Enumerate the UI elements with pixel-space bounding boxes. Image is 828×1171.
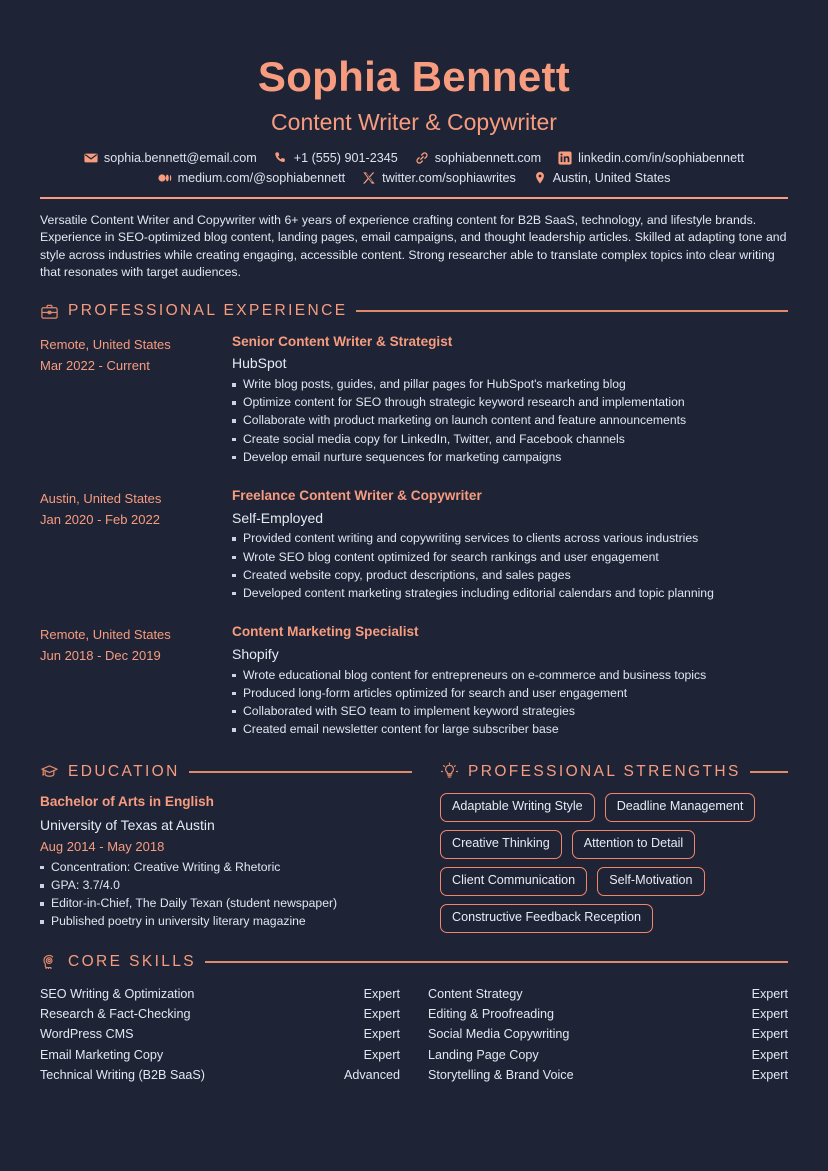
skill-level: Expert bbox=[363, 1047, 400, 1062]
experience-company: HubSpot bbox=[232, 355, 287, 372]
experience-section-title: PROFESSIONAL EXPERIENCE bbox=[68, 302, 348, 319]
experience-body bbox=[232, 333, 788, 468]
strength-tag: Self-Motivation bbox=[597, 867, 704, 896]
education-item bbox=[40, 793, 412, 930]
experience-list bbox=[40, 333, 788, 741]
x-twitter-icon bbox=[362, 171, 376, 185]
linkedin-icon bbox=[558, 151, 572, 165]
experience-meta bbox=[40, 487, 232, 604]
strength-tag: Creative Thinking bbox=[440, 830, 562, 859]
section-education bbox=[40, 762, 412, 932]
strengths-section-header bbox=[440, 762, 788, 781]
section-professional-experience bbox=[40, 302, 788, 741]
bullet: Wrote SEO blog content optimized for search rankings and user engagement bbox=[232, 550, 788, 566]
skill-level: Expert bbox=[751, 1027, 788, 1042]
contact-row-1 bbox=[40, 151, 788, 165]
contact-row-2 bbox=[40, 171, 788, 185]
skills-column-left bbox=[40, 984, 400, 1086]
skill-level: Expert bbox=[751, 986, 788, 1001]
contact-location bbox=[533, 171, 671, 185]
skill-row bbox=[428, 1004, 788, 1024]
bullet: Provided content writing and copywriting services to clients across various industries bbox=[232, 531, 788, 547]
skill-level: Expert bbox=[751, 1006, 788, 1021]
education-section-header bbox=[40, 762, 412, 781]
experience-body bbox=[232, 487, 788, 604]
education-section-title: EDUCATION bbox=[68, 762, 180, 780]
contact-twitter-text: twitter.com/sophiawrites bbox=[382, 170, 516, 185]
bullet: Editor-in-Chief, The Daily Texan (student newspaper) bbox=[40, 896, 412, 912]
skill-level: Expert bbox=[363, 986, 400, 1001]
skill-name: SEO Writing & Optimization bbox=[40, 986, 195, 1001]
skill-row bbox=[428, 1065, 788, 1085]
email-icon bbox=[84, 151, 98, 165]
header-divider bbox=[40, 197, 788, 199]
experience-role: Senior Content Writer & Strategist bbox=[232, 333, 453, 349]
experience-section-header bbox=[40, 302, 788, 321]
experience-dates: Mar 2022 - Current bbox=[40, 357, 150, 373]
bullet: Collaborated with SEO team to implement keyword strategies bbox=[232, 704, 788, 720]
contact-linkedin[interactable] bbox=[558, 151, 744, 165]
skill-row bbox=[40, 984, 400, 1004]
bullet: Created email newsletter content for large subscriber base bbox=[232, 722, 788, 738]
skill-row bbox=[40, 1004, 400, 1024]
phone-icon bbox=[274, 151, 288, 165]
skills-column-right bbox=[428, 984, 788, 1086]
skill-name: Research & Fact-Checking bbox=[40, 1006, 191, 1021]
bullet: Created website copy, product descriptions, and sales pages bbox=[232, 568, 788, 584]
skills-section-title: CORE SKILLS bbox=[68, 953, 197, 971]
skill-name: Email Marketing Copy bbox=[40, 1047, 164, 1062]
contact-info bbox=[40, 151, 788, 185]
strength-tag: Attention to Detail bbox=[572, 830, 695, 859]
skill-name: WordPress CMS bbox=[40, 1027, 134, 1042]
skill-name: Social Media Copywriting bbox=[428, 1027, 570, 1042]
education-bullets bbox=[40, 860, 412, 930]
strength-tag: Adaptable Writing Style bbox=[440, 793, 595, 822]
resume-header bbox=[40, 0, 788, 185]
contact-medium-text: medium.com/@sophiabennett bbox=[177, 170, 346, 185]
bullet: GPA: 3.7/4.0 bbox=[40, 878, 412, 894]
contact-website-text: sophiabennett.com bbox=[434, 150, 542, 165]
bullet: Published poetry in university literary magazine bbox=[40, 914, 412, 930]
contact-linkedin-text: linkedin.com/in/sophiabennett bbox=[578, 150, 745, 165]
experience-bullets bbox=[232, 531, 788, 601]
strength-tag: Client Communication bbox=[440, 867, 587, 896]
contact-email-text: sophia.bennett@email.com bbox=[103, 150, 257, 165]
contact-phone-text: +1 (555) 901-2345 bbox=[293, 150, 398, 165]
skill-level: Expert bbox=[363, 1006, 400, 1021]
skill-row bbox=[40, 1065, 400, 1085]
bullet: Collaborate with product marketing on launch content and feature announcements bbox=[232, 413, 788, 429]
contact-email[interactable] bbox=[84, 151, 257, 165]
experience-body bbox=[232, 623, 788, 740]
lightbulb-icon bbox=[440, 762, 459, 781]
skill-name: Technical Writing (B2B SaaS) bbox=[40, 1068, 205, 1083]
mid-columns bbox=[40, 762, 788, 932]
bullet: Wrote educational blog content for entrepreneurs on e-commerce and business topics bbox=[232, 668, 788, 684]
skill-level: Advanced bbox=[343, 1068, 400, 1083]
section-core-skills bbox=[40, 953, 788, 1086]
contact-website[interactable] bbox=[415, 151, 541, 165]
education-degree: Bachelor of Arts in English bbox=[40, 794, 214, 810]
experience-location: Remote, United States bbox=[40, 627, 171, 643]
experience-bullets bbox=[232, 668, 788, 738]
skill-name: Editing & Proofreading bbox=[428, 1006, 555, 1021]
brain-gear-icon bbox=[40, 953, 59, 972]
skill-level: Expert bbox=[751, 1068, 788, 1083]
location-pin-icon bbox=[533, 171, 547, 185]
experience-role: Freelance Content Writer & Copywriter bbox=[232, 487, 482, 503]
experience-item bbox=[40, 487, 788, 604]
candidate-name: Sophia Bennett bbox=[257, 53, 571, 100]
skill-name: Landing Page Copy bbox=[428, 1047, 539, 1062]
bullet: Write blog posts, guides, and pillar pages for HubSpot's marketing blog bbox=[232, 377, 788, 393]
section-rule bbox=[205, 961, 788, 963]
experience-company: Self-Employed bbox=[232, 509, 324, 526]
skill-level: Expert bbox=[751, 1047, 788, 1062]
section-rule bbox=[356, 310, 788, 312]
bullet: Optimize content for SEO through strategic keyword research and implementation bbox=[232, 395, 788, 411]
skill-row bbox=[40, 1024, 400, 1044]
education-dates: Aug 2014 - May 2018 bbox=[40, 839, 165, 855]
strengths-section-title: PROFESSIONAL STRENGTHS bbox=[468, 762, 741, 780]
experience-company: Shopify bbox=[232, 645, 279, 662]
professional-summary: Versatile Content Writer and Copywriter with 6+ years of experience crafting content for B2B SaaS, technology, and lifestyle brands. Experience in SEO-optimized blog content, landing pages, email campaigns, and thought leadership articles. Skilled at adapting tone and style across industries while creating engaging, accessible content. Strong researcher able to translate complex topics into clear writing that resonates with target audiences. bbox=[40, 212, 787, 280]
bullet: Create social media copy for LinkedIn, Twitter, and Facebook channels bbox=[232, 432, 788, 448]
bullet: Developed content marketing strategies including editorial calendars and topic planning bbox=[232, 586, 788, 602]
bullet: Develop email nurture sequences for marketing campaigns bbox=[232, 450, 788, 466]
experience-bullets bbox=[232, 377, 788, 465]
bullet: Concentration: Creative Writing & Rhetoric bbox=[40, 860, 412, 876]
skill-row bbox=[428, 984, 788, 1004]
experience-role: Content Marketing Specialist bbox=[232, 624, 419, 640]
section-rule bbox=[189, 771, 412, 773]
skill-row bbox=[428, 1045, 788, 1065]
skill-level: Expert bbox=[363, 1027, 400, 1042]
skill-name: Storytelling & Brand Voice bbox=[428, 1068, 574, 1083]
experience-location: Remote, United States bbox=[40, 336, 171, 352]
strength-tag: Deadline Management bbox=[605, 793, 756, 822]
candidate-job-title: Content Writer & Copywriter bbox=[271, 109, 557, 136]
bullet: Produced long-form articles optimized for search and user engagement bbox=[232, 686, 788, 702]
experience-item bbox=[40, 623, 788, 740]
contact-location-text: Austin, United States bbox=[552, 170, 671, 185]
briefcase-icon bbox=[40, 302, 59, 321]
experience-location: Austin, United States bbox=[40, 490, 162, 506]
skill-row bbox=[428, 1024, 788, 1044]
experience-dates: Jan 2020 - Feb 2022 bbox=[40, 511, 160, 527]
contact-twitter[interactable] bbox=[362, 171, 516, 185]
contact-medium[interactable] bbox=[158, 171, 346, 185]
graduation-cap-icon bbox=[40, 762, 59, 781]
skills-grid bbox=[40, 984, 788, 1086]
strengths-list bbox=[440, 793, 788, 932]
skill-name: Content Strategy bbox=[428, 986, 523, 1001]
education-school: University of Texas at Austin bbox=[40, 816, 215, 833]
section-rule bbox=[750, 771, 788, 773]
experience-item bbox=[40, 333, 788, 468]
medium-icon bbox=[158, 171, 172, 185]
experience-meta bbox=[40, 623, 232, 740]
experience-dates: Jun 2018 - Dec 2019 bbox=[40, 648, 161, 664]
section-professional-strengths bbox=[440, 762, 788, 932]
contact-phone[interactable] bbox=[274, 151, 398, 165]
skills-section-header bbox=[40, 953, 788, 972]
experience-meta bbox=[40, 333, 232, 468]
strength-tag: Constructive Feedback Reception bbox=[440, 904, 653, 933]
link-icon bbox=[415, 151, 429, 165]
skill-row bbox=[40, 1045, 400, 1065]
